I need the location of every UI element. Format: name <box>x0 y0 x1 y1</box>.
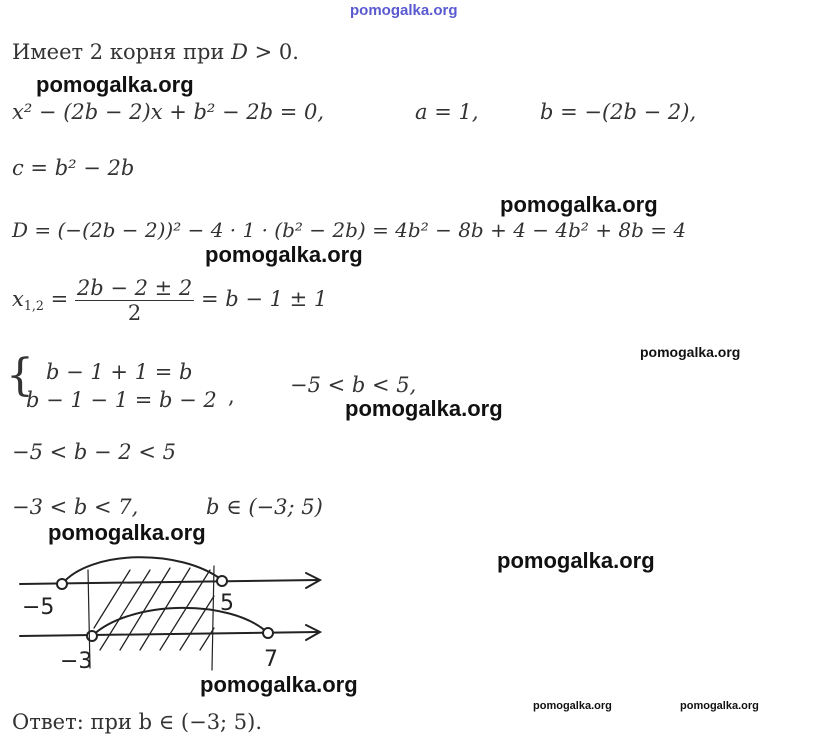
coef-b: b = −(2b − 2), <box>540 100 697 124</box>
inequality-result: b ∈ (−3; 5) <box>206 495 323 519</box>
watermark-top: pomogalka.org <box>350 2 458 19</box>
top-open-point-left <box>57 579 67 589</box>
watermark: pomogalka.org <box>205 242 363 267</box>
watermark: pomogalka.org <box>36 72 194 97</box>
discriminant: D = (−(2b − 2))² − 4 · 1 · (b² − 2b) = 4b² − 8b + 4 − 4b² + 8b = 4 <box>12 218 687 242</box>
watermark: pomogalka.org <box>497 548 655 573</box>
number-line-sketch <box>0 540 340 680</box>
intro-line <box>12 40 299 64</box>
watermark: pomogalka.org <box>640 344 741 360</box>
top-arc <box>62 557 222 584</box>
roots-rhs: = b − 1 ± 1 <box>200 287 328 311</box>
system-row-2: b − 1 − 1 = b − 2 <box>26 388 217 412</box>
intro-rest: > 0. <box>247 40 299 64</box>
coef-a: a = 1, <box>415 100 479 124</box>
roots-numerator: 2b − 2 ± 2 <box>76 276 193 300</box>
inequality-2: −3 < b < 7, <box>12 495 139 519</box>
roots-formula: $x_{1,2}$ = $\frac{2b - 2 \pm 2}{2}$ = b − 1 ± 1 <box>12 276 328 325</box>
label-5: 5 <box>220 591 234 616</box>
inequality-1: −5 < b − 2 < 5 <box>12 440 176 464</box>
coef-c: c = b² − 2b <box>12 156 135 180</box>
watermark: pomogalka.org <box>48 520 206 545</box>
roots-fraction <box>75 276 194 325</box>
system-brace: { <box>6 350 34 401</box>
top-open-point-right <box>217 576 227 586</box>
bottom-open-point-right <box>263 628 273 638</box>
quadratic-equation: x² − (2b − 2)x + b² − 2b = 0, <box>12 100 325 124</box>
answer-line: Ответ: при b ∈ (−3; 5). <box>12 710 263 734</box>
label-minus-3: −3 <box>60 649 93 674</box>
bottom-arc <box>92 608 268 636</box>
label-minus-5: −5 <box>22 595 55 620</box>
label-7: 7 <box>264 647 278 672</box>
intro-var: D <box>231 40 248 64</box>
watermark: pomogalka.org <box>500 192 658 217</box>
system-comma: , <box>228 384 235 408</box>
roots-lhs: x <box>12 287 24 311</box>
watermark: pomogalka.org <box>200 672 358 697</box>
system-row-1: b − 1 + 1 = b <box>46 360 193 384</box>
system-condition: −5 < b < 5, <box>290 373 417 397</box>
intro-text: Имеет 2 корня при <box>12 40 232 64</box>
roots-denominator: 2 <box>127 301 142 325</box>
watermark: pomogalka.org <box>345 396 503 421</box>
roots-sub: 1,2 <box>23 297 44 313</box>
watermark: pomogalka.org <box>533 700 612 712</box>
bottom-open-point-left <box>87 631 97 641</box>
watermark: pomogalka.org <box>680 700 759 712</box>
